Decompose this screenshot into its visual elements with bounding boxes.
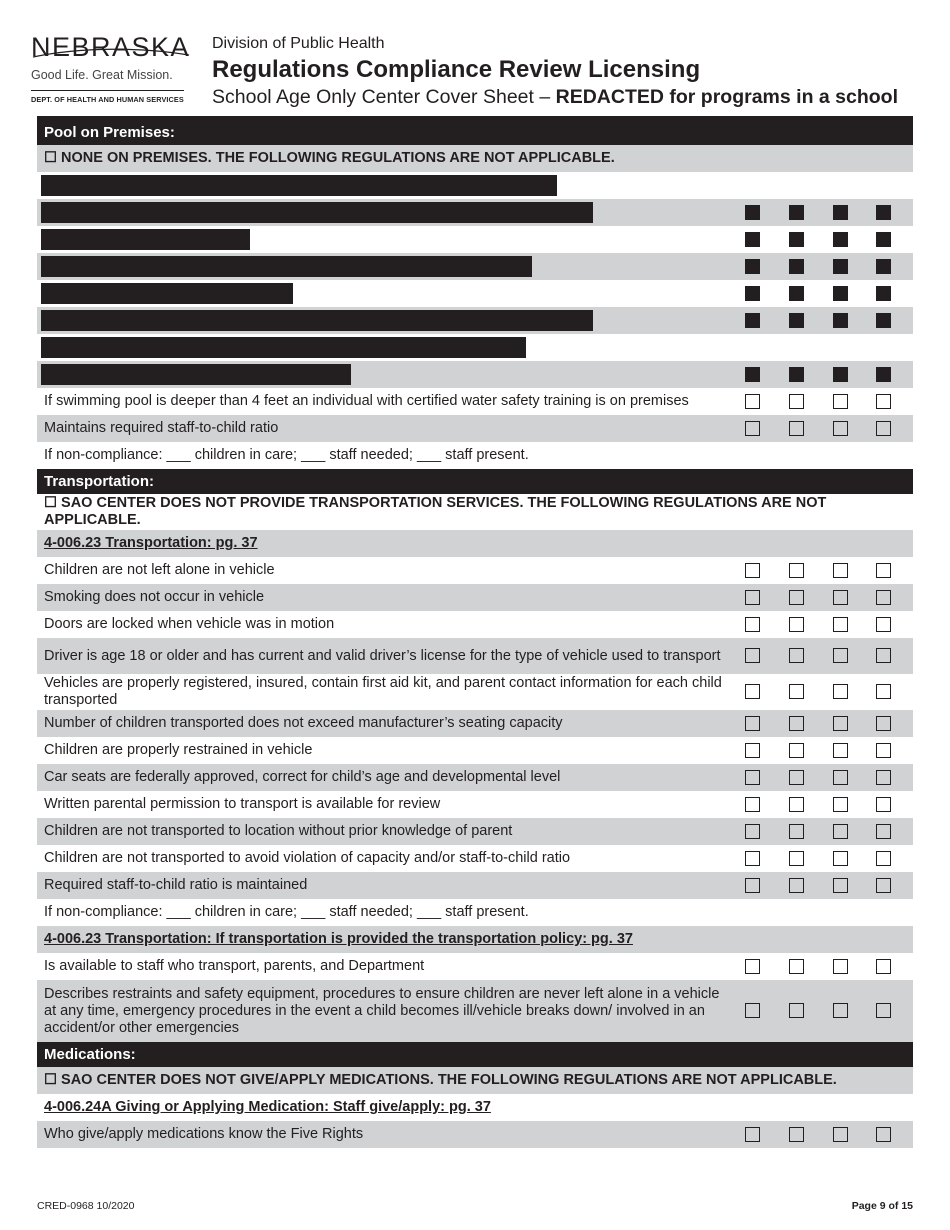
redaction-block — [41, 310, 593, 331]
redacted-row — [37, 334, 913, 361]
row-text: Children are not transported to avoid violation of capacity and/or staff-to-child ratio — [44, 850, 571, 866]
redaction-block — [41, 283, 293, 304]
compliance-checkboxes — [745, 611, 903, 638]
checkbox-col-1[interactable] — [745, 1127, 760, 1142]
logo-wordmark: NEBRASKA — [31, 32, 191, 62]
row-text: If swimming pool is deeper than 4 feet an individual with certified water safety training is on premises — [44, 393, 689, 409]
checkbox-col-3[interactable] — [833, 563, 848, 578]
checkbox-col-2[interactable] — [789, 1127, 804, 1142]
logo-tagline: Good Life. Great Mission. — [31, 68, 173, 82]
checkbox-col-4[interactable] — [876, 394, 891, 409]
regulation-row — [37, 638, 913, 674]
checkbox-col-2[interactable] — [789, 590, 804, 605]
regulation-row — [37, 415, 913, 442]
checkbox-col-4[interactable] — [876, 797, 891, 812]
checkbox-col-1[interactable] — [745, 716, 760, 731]
compliance-checkboxes — [745, 388, 903, 415]
row-text: Who give/apply medications know the Five Rights — [44, 1126, 364, 1142]
compliance-checkboxes — [745, 710, 903, 737]
checkbox-col-2 — [789, 313, 804, 328]
regulation-heading — [37, 926, 913, 953]
logo-divider — [31, 90, 184, 91]
checkbox-col-1 — [745, 259, 760, 274]
checkbox-col-1[interactable] — [745, 648, 760, 663]
compliance-checkboxes — [745, 791, 903, 818]
row-text: Car seats are federally approved, correct for child’s age and developmental level — [44, 769, 561, 785]
checkbox-col-2 — [789, 232, 804, 247]
checkbox-col-3 — [833, 286, 848, 301]
checkbox-col-2[interactable] — [789, 959, 804, 974]
checkbox-col-3[interactable] — [833, 716, 848, 731]
checkbox-col-4[interactable] — [876, 824, 891, 839]
compliance-checkboxes — [745, 872, 903, 899]
checkbox-col-2[interactable] — [789, 617, 804, 632]
redacted-row — [37, 253, 913, 280]
redacted-row — [37, 280, 913, 307]
checkbox-col-3 — [833, 259, 848, 274]
checkbox-col-1 — [745, 232, 760, 247]
checkbox-col-1[interactable] — [745, 684, 760, 699]
checkbox-col-4 — [876, 367, 891, 382]
checkbox-col-2[interactable] — [789, 770, 804, 785]
checkbox-col-3[interactable] — [833, 421, 848, 436]
page-title: Regulations Compliance Review Licensing — [212, 56, 701, 83]
regulation-row — [37, 845, 913, 872]
row-text: 4-006.24A Giving or Applying Medication: Staff give/apply: pg. 37 — [44, 1099, 491, 1115]
compliance-checkboxes — [745, 1121, 903, 1148]
regulation-row — [37, 791, 913, 818]
redaction-block — [41, 175, 557, 196]
checkbox-col-3[interactable] — [833, 1003, 848, 1018]
redaction-block — [41, 256, 532, 277]
regulation-row — [37, 953, 913, 980]
compliance-checkboxes — [745, 818, 903, 845]
checkbox-col-1[interactable] — [745, 421, 760, 436]
regulation-row — [37, 388, 913, 415]
checkbox-col-4[interactable] — [876, 743, 891, 758]
checkbox-col-4[interactable] — [876, 590, 891, 605]
checkbox-col-2 — [789, 367, 804, 382]
page-subtitle — [212, 86, 898, 109]
row-text: ☐ SAO CENTER DOES NOT PROVIDE TRANSPORTATION SERVICES. THE FOLLOWING REGULATIONS ARE NOT APPLICABLE. — [44, 495, 827, 528]
row-text: Children are not transported to location without prior knowledge of parent — [44, 823, 513, 839]
checkbox-col-3[interactable] — [833, 770, 848, 785]
compliance-checkboxes — [745, 361, 903, 388]
checkbox-col-4[interactable] — [876, 716, 891, 731]
redacted-row — [37, 172, 913, 199]
subtitle-bold: REDACTED for programs in a school — [555, 86, 898, 108]
checkbox-col-2 — [789, 205, 804, 220]
redaction-block — [41, 229, 250, 250]
checkbox-col-4[interactable] — [876, 648, 891, 663]
section-title: Pool on Premises: — [44, 124, 175, 141]
row-text: ☐ NONE ON PREMISES. THE FOLLOWING REGULATIONS ARE NOT APPLICABLE. — [44, 150, 615, 166]
compliance-checkboxes — [745, 557, 903, 584]
section-title: Medications: — [44, 1046, 136, 1063]
checkbox-col-1[interactable] — [745, 743, 760, 758]
compliance-checkboxes — [745, 980, 903, 1042]
checkbox-col-1 — [745, 286, 760, 301]
checkbox-col-1[interactable] — [745, 824, 760, 839]
checkbox-col-1[interactable] — [745, 878, 760, 893]
compliance-checkboxes — [745, 280, 903, 307]
checkbox-col-3[interactable] — [833, 648, 848, 663]
checkbox-col-3[interactable] — [833, 743, 848, 758]
checkbox-col-1[interactable] — [745, 563, 760, 578]
compliance-checkboxes — [745, 953, 903, 980]
redaction-block — [41, 202, 593, 223]
checkbox-col-3[interactable] — [833, 959, 848, 974]
row-text: Number of children transported does not exceed manufacturer’s seating capacity — [44, 715, 563, 731]
compliance-checkboxes — [745, 845, 903, 872]
row-text: If non-compliance: ___ children in care; ___ staff needed; ___ staff present. — [44, 904, 529, 920]
checkbox-col-1[interactable] — [745, 1003, 760, 1018]
regulation-row — [37, 764, 913, 791]
row-text: Is available to staff who transport, parents, and Department — [44, 958, 425, 974]
checkbox-col-2[interactable] — [789, 563, 804, 578]
checkbox-col-4[interactable] — [876, 563, 891, 578]
row-text: ☐ SAO CENTER DOES NOT GIVE/APPLY MEDICATIONS. THE FOLLOWING REGULATIONS ARE NOT APPLICABLE. — [44, 1072, 837, 1088]
form-id: CRED-0968 10/2020 — [37, 1200, 135, 1212]
compliance-checkboxes — [745, 584, 903, 611]
logo-department: DEPT. OF HEALTH AND HUMAN SERVICES — [31, 95, 184, 104]
checkbox-col-4[interactable] — [876, 1003, 891, 1018]
regulation-row — [37, 557, 913, 584]
checkbox-col-4[interactable] — [876, 617, 891, 632]
section-header — [37, 1042, 913, 1067]
regulation-row — [37, 584, 913, 611]
row-text: Smoking does not occur in vehicle — [44, 589, 265, 605]
redacted-row — [37, 226, 913, 253]
regulation-heading — [37, 1094, 913, 1121]
regulation-heading — [37, 530, 913, 557]
row-text: Driver is age 18 or older and has current and valid driver’s license for the type of vehicle used to transport — [44, 647, 721, 664]
checkbox-col-3[interactable] — [833, 824, 848, 839]
regulation-row — [37, 818, 913, 845]
checkbox-col-1 — [745, 367, 760, 382]
checkbox-col-4[interactable] — [876, 959, 891, 974]
row-text: 4-006.23 Transportation: pg. 37 — [44, 535, 258, 551]
checkbox-col-4 — [876, 313, 891, 328]
compliance-checkboxes — [745, 415, 903, 442]
regulation-row — [37, 674, 913, 710]
subtitle-plain: School Age Only Center Cover Sheet – — [212, 86, 551, 108]
non-compliance-note — [37, 899, 913, 926]
redaction-block — [41, 337, 526, 358]
compliance-checkboxes — [745, 307, 903, 334]
checkbox-col-2[interactable] — [789, 851, 804, 866]
checkbox-col-3 — [833, 313, 848, 328]
regulation-row — [37, 737, 913, 764]
checkbox-col-1 — [745, 313, 760, 328]
checkbox-col-2[interactable] — [789, 394, 804, 409]
section-title: Transportation: — [44, 473, 155, 490]
compliance-checkboxes — [745, 674, 903, 710]
compliance-checkboxes — [745, 737, 903, 764]
section-header — [37, 120, 913, 145]
checkbox-col-3 — [833, 205, 848, 220]
checkbox-col-2[interactable] — [789, 743, 804, 758]
regulation-row — [37, 872, 913, 899]
regulation-row — [37, 710, 913, 737]
page-header — [0, 0, 950, 118]
regulation-row — [37, 611, 913, 638]
checkbox-col-1[interactable] — [745, 797, 760, 812]
checkbox-col-2[interactable] — [789, 648, 804, 663]
checkbox-col-2[interactable] — [789, 1003, 804, 1018]
checkbox-col-4 — [876, 286, 891, 301]
checkbox-col-3[interactable] — [833, 394, 848, 409]
checkbox-col-1[interactable] — [745, 959, 760, 974]
checkbox-col-2 — [789, 259, 804, 274]
checkbox-col-4[interactable] — [876, 421, 891, 436]
compliance-checkboxes — [745, 199, 903, 226]
division-name: Division of Public Health — [212, 35, 385, 52]
checkbox-col-4[interactable] — [876, 878, 891, 893]
row-text: Written parental permission to transport is available for review — [44, 796, 441, 812]
checkbox-col-1[interactable] — [745, 394, 760, 409]
checkbox-col-1[interactable] — [745, 617, 760, 632]
logo-swoosh-icon — [31, 43, 191, 63]
checkbox-col-2[interactable] — [789, 797, 804, 812]
row-text: Children are properly restrained in vehicle — [44, 742, 313, 758]
row-text: Children are not left alone in vehicle — [44, 562, 275, 578]
not-applicable-option — [37, 145, 913, 172]
checkbox-col-2 — [789, 286, 804, 301]
section-header — [37, 469, 913, 494]
checkbox-col-3 — [833, 232, 848, 247]
checkbox-col-3[interactable] — [833, 617, 848, 632]
redacted-row — [37, 199, 913, 226]
checkbox-col-1[interactable] — [745, 851, 760, 866]
checkbox-col-4 — [876, 205, 891, 220]
checkbox-col-2[interactable] — [789, 716, 804, 731]
row-text: Required staff-to-child ratio is maintained — [44, 877, 308, 893]
checkbox-col-3[interactable] — [833, 797, 848, 812]
checkbox-col-1 — [745, 205, 760, 220]
regulation-row — [37, 1121, 913, 1148]
compliance-checkboxes — [745, 638, 903, 674]
checkbox-col-4[interactable] — [876, 851, 891, 866]
checkbox-col-1[interactable] — [745, 590, 760, 605]
checkbox-col-2[interactable] — [789, 878, 804, 893]
row-text: Describes restraints and safety equipment, procedures to ensure children are never left alone in a vehicle at any time, emergency procedures in the event a child becomes ill/vehicle breaks down/ involved in an accident/or other emergencies — [44, 985, 720, 1036]
checkbox-col-2[interactable] — [789, 684, 804, 699]
page-number: Page 9 of 15 — [851, 1200, 913, 1212]
compliance-checkboxes — [745, 253, 903, 280]
checkbox-col-4[interactable] — [876, 1127, 891, 1142]
compliance-table — [37, 120, 913, 1148]
checkbox-col-3[interactable] — [833, 590, 848, 605]
row-text: Vehicles are properly registered, insured, contain first aid kit, and parent contact information for each child transported — [44, 675, 722, 708]
checkbox-col-3[interactable] — [833, 1127, 848, 1142]
redaction-block — [41, 364, 351, 385]
checkbox-col-4 — [876, 259, 891, 274]
checkbox-col-3[interactable] — [833, 684, 848, 699]
row-text: Maintains required staff-to-child ratio — [44, 420, 279, 436]
checkbox-col-3[interactable] — [833, 878, 848, 893]
checkbox-col-2[interactable] — [789, 824, 804, 839]
compliance-checkboxes — [745, 226, 903, 253]
not-applicable-option — [37, 494, 913, 530]
redacted-row — [37, 361, 913, 388]
checkbox-col-3[interactable] — [833, 851, 848, 866]
checkbox-col-1[interactable] — [745, 770, 760, 785]
redacted-row — [37, 307, 913, 334]
checkbox-col-4[interactable] — [876, 770, 891, 785]
not-applicable-option — [37, 1067, 913, 1094]
non-compliance-note — [37, 442, 913, 469]
checkbox-col-2[interactable] — [789, 421, 804, 436]
row-text: 4-006.23 Transportation: If transportation is provided the transportation policy: pg. 37 — [44, 931, 633, 947]
regulation-row — [37, 980, 913, 1042]
compliance-checkboxes — [745, 764, 903, 791]
checkbox-col-4[interactable] — [876, 684, 891, 699]
checkbox-col-4 — [876, 232, 891, 247]
nebraska-dhhs-logo — [31, 33, 191, 113]
row-text: Doors are locked when vehicle was in motion — [44, 616, 335, 632]
checkbox-col-3 — [833, 367, 848, 382]
row-text: If non-compliance: ___ children in care; ___ staff needed; ___ staff present. — [44, 447, 529, 463]
